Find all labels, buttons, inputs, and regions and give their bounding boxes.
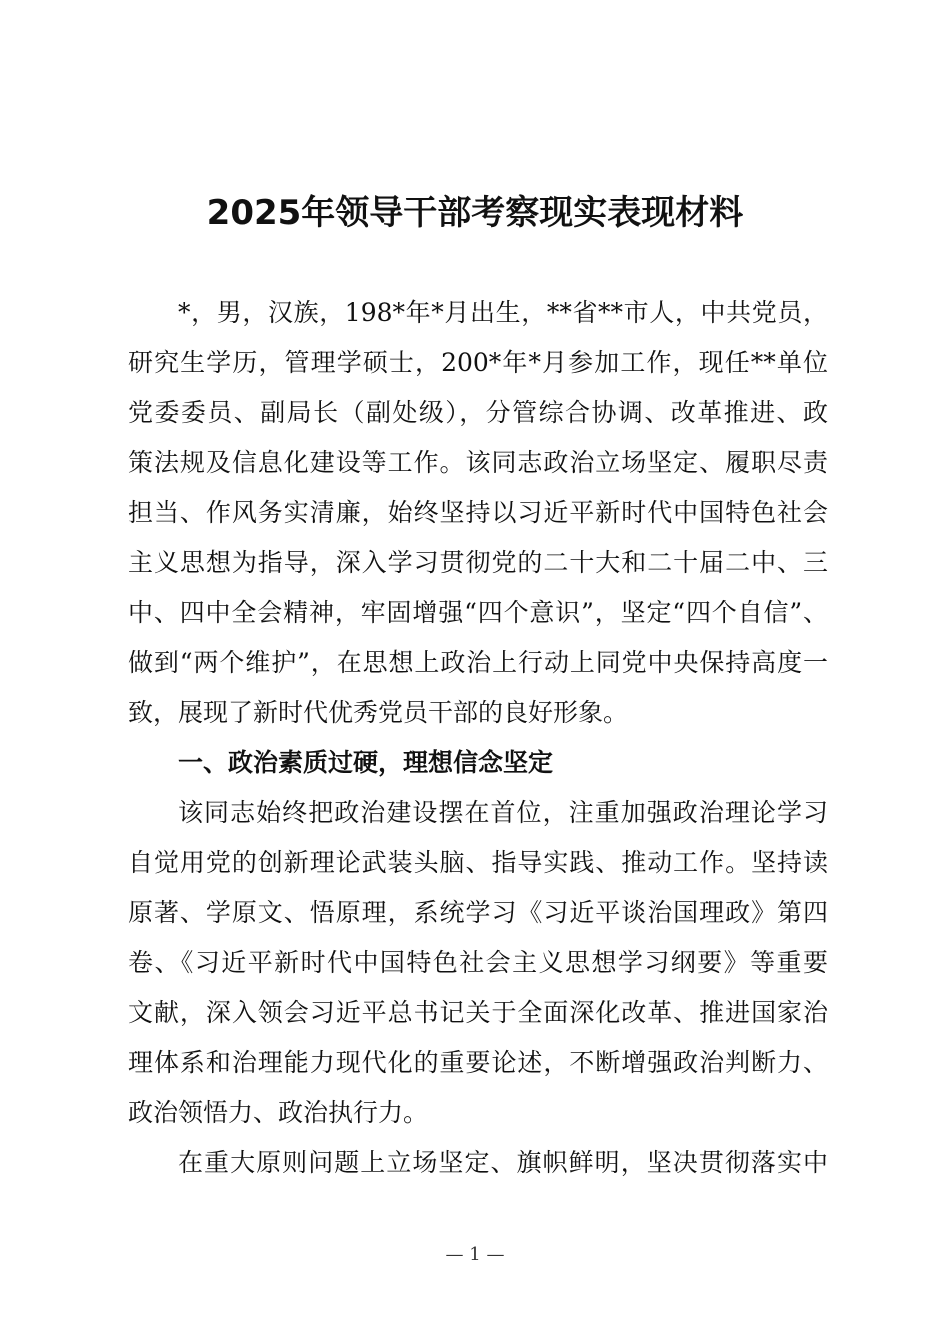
paragraph-line: 该同志始终把政治建设摆在首位，注重加强政治理论学习 — [178, 798, 828, 827]
paragraph-line: 卷、《习近平新时代中国特色社会主义思想学习纲要》等重要 — [128, 948, 828, 977]
paragraph-line: 致，展现了新时代优秀党员干部的良好形象。 — [128, 698, 629, 727]
paragraph-line: 策法规及信息化建设等工作。该同志政治立场坚定、履职尽责 — [128, 448, 828, 477]
paragraph-line: 原著、学原文、悟原理，系统学习《习近平谈治国理政》第四 — [128, 898, 828, 927]
paragraph-line: 担当、作风务实清廉，始终坚持以习近平新时代中国特色社会 — [128, 498, 828, 527]
paragraph-line: 做到“两个维护”，在思想上政治上行动上同党中央保持高度一 — [128, 648, 828, 677]
paragraph-line: 自觉用党的创新理论武装头脑、指导实践、推动工作。坚持读 — [128, 848, 828, 877]
paragraph-line: 政治领悟力、政治执行力。 — [128, 1098, 429, 1127]
section-heading: 一、政治素质过硬，理想信念坚定 — [178, 748, 554, 777]
paragraph-line: 文献，深入领会习近平总书记关于全面深化改革、推进国家治 — [128, 998, 828, 1027]
document-body — [128, 288, 828, 1188]
paragraph-line: *，男，汉族，198*年*月出生，**省**市人，中共党员， — [178, 298, 828, 327]
page-number: — 1 — — [445, 1244, 505, 1265]
paragraph-line: 在重大原则问题上立场坚定、旗帜鲜明，坚决贯彻落实中 — [178, 1148, 828, 1177]
document-title: 2025年领导干部考察现实表现材料 — [206, 193, 744, 233]
paragraph-line: 中、四中全会精神，牢固增强“四个意识”，坚定“四个自信”、 — [128, 598, 828, 627]
paragraph-line: 党委委员、副局长（副处级），分管综合协调、改革推进、政 — [128, 398, 828, 427]
paragraph-line: 主义思想为指导，深入学习贯彻党的二十大和二十届二中、三 — [128, 548, 828, 577]
paragraph-line: 理体系和治理能力现代化的重要论述，不断增强政治判断力、 — [128, 1048, 828, 1077]
paragraph-line: 研究生学历，管理学硕士，200*年*月参加工作，现任**单位 — [128, 348, 828, 377]
